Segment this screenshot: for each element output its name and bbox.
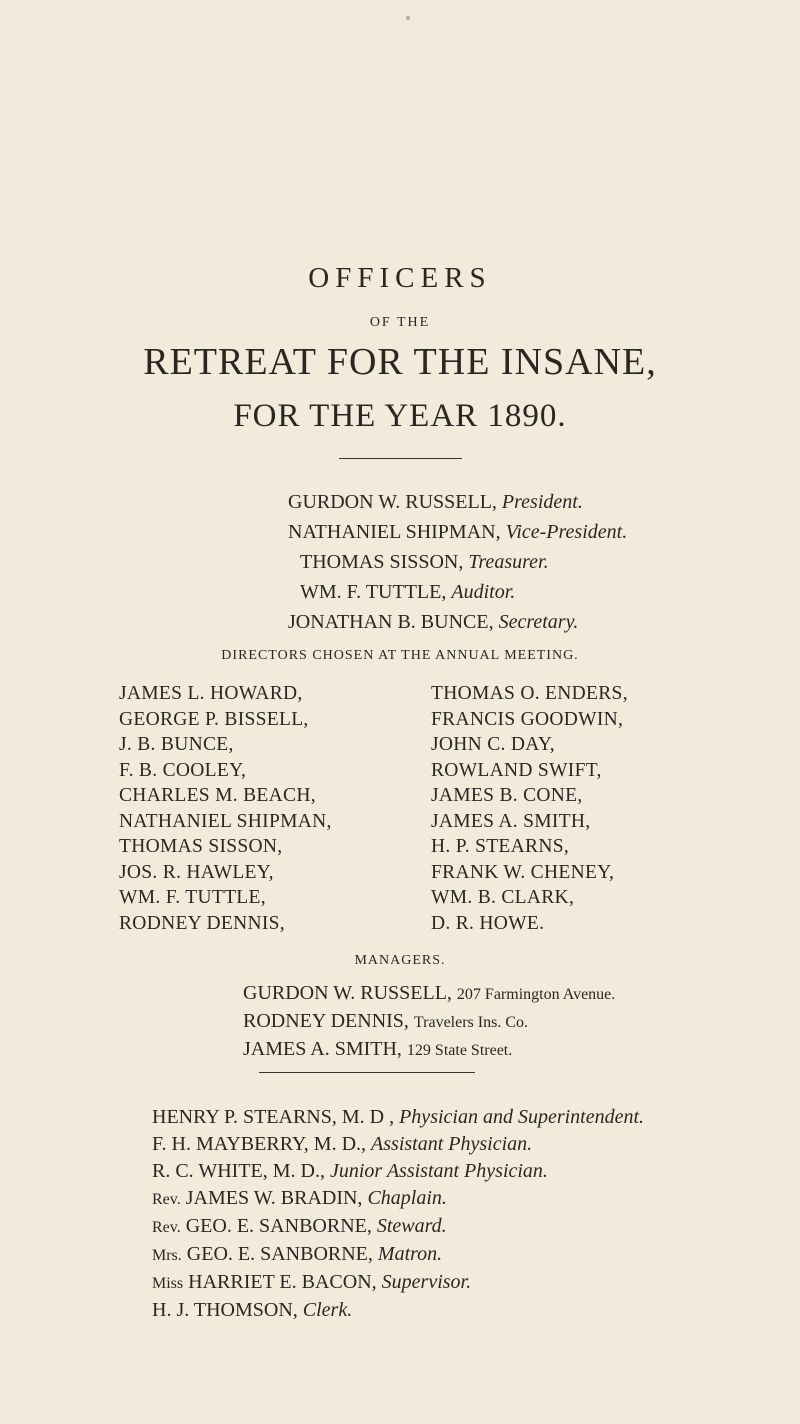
officer-name: JONATHAN B. BUNCE, xyxy=(288,611,494,633)
officer-name: THOMAS SISSON, xyxy=(300,551,464,573)
director-name: GEORGE P. BISSELL, xyxy=(119,708,309,730)
officer-name: NATHANIEL SHIPMAN, xyxy=(288,521,501,543)
staff-list xyxy=(152,1104,644,1324)
director-name: D. R. HOWE. xyxy=(431,912,545,934)
staff-title: Matron. xyxy=(377,1243,443,1265)
staff-title: Chaplain. xyxy=(367,1187,447,1209)
manager-row xyxy=(243,1036,615,1064)
staff-row xyxy=(152,1131,644,1158)
officer-title: Vice-President. xyxy=(505,521,628,543)
director-name: THOMAS SISSON, xyxy=(119,836,283,857)
staff-prefix: Rev. xyxy=(152,1219,181,1236)
staff-title: Clerk. xyxy=(302,1299,353,1321)
staff-row xyxy=(152,1213,644,1241)
directors-right-column xyxy=(431,681,628,936)
staff-row xyxy=(152,1158,644,1185)
director-name: JAMES A. SMITH, xyxy=(431,810,591,832)
manager-detail: 129 State Street. xyxy=(406,1042,513,1059)
director-name: NATHANIEL SHIPMAN, xyxy=(119,810,332,832)
managers-list xyxy=(243,980,615,1064)
manager-detail: Travelers Ins. Co. xyxy=(413,1014,528,1031)
paper-speck xyxy=(406,16,410,20)
divider-rule xyxy=(339,458,462,459)
director-name: ROWLAND SWIFT, xyxy=(431,759,602,781)
heading-year: FOR THE YEAR 1890. xyxy=(233,398,567,434)
officers-list xyxy=(288,487,627,637)
officer-name: WM. F. TUTTLE, xyxy=(300,581,447,603)
officer-row xyxy=(288,607,627,637)
staff-row xyxy=(152,1241,644,1269)
directors-heading: DIRECTORS CHOSEN AT THE ANNUAL MEETING. xyxy=(221,648,579,663)
director-name: J. B. BUNCE, xyxy=(119,734,234,755)
staff-prefix: Rev. xyxy=(152,1191,181,1208)
director-name: JOS. R. HAWLEY, xyxy=(119,861,274,883)
manager-name: GURDON W. RUSSELL, xyxy=(243,982,452,1004)
staff-row xyxy=(152,1185,644,1213)
director-name: JAMES L. HOWARD, xyxy=(119,683,303,704)
staff-prefix: Mrs. xyxy=(152,1247,182,1264)
heading-institution: RETREAT FOR THE INSANE, xyxy=(143,341,657,383)
staff-title: Steward. xyxy=(376,1215,447,1237)
director-name: F. B. COOLEY, xyxy=(119,759,247,781)
heading-of-the: OF THE xyxy=(369,315,431,330)
director-name: WM. B. CLARK, xyxy=(431,887,575,908)
manager-row xyxy=(243,1008,615,1036)
director-name: FRANCIS GOODWIN, xyxy=(431,708,624,730)
staff-title: Physician and Superintendent. xyxy=(399,1106,645,1128)
officer-row xyxy=(288,577,627,607)
staff-title: Junior Assistant Physician. xyxy=(329,1160,548,1182)
director-name: JAMES B. CONE, xyxy=(431,785,583,806)
officer-row xyxy=(288,487,627,517)
director-name: H. P. STEARNS, xyxy=(431,836,570,857)
heading-officers: OFFICERS xyxy=(308,262,492,294)
staff-title: Supervisor. xyxy=(381,1271,472,1293)
staff-prefix: Miss xyxy=(152,1275,184,1292)
officer-name: GURDON W. RUSSELL, xyxy=(288,491,497,513)
director-name: JOHN C. DAY, xyxy=(431,734,555,755)
staff-name: H. J. THOMSON, xyxy=(152,1299,298,1321)
director-name: CHARLES M. BEACH, xyxy=(119,785,316,806)
officer-title: Auditor. xyxy=(451,581,516,603)
manager-detail: 207 Farmington Avenue. xyxy=(456,986,616,1003)
officer-title: Secretary. xyxy=(498,611,579,633)
staff-row xyxy=(152,1269,644,1297)
officer-title: Treasurer. xyxy=(468,551,549,573)
staff-title: Assistant Physician. xyxy=(371,1133,533,1155)
director-name: FRANK W. CHENEY, xyxy=(431,861,615,883)
staff-name: HENRY P. STEARNS, M. D , xyxy=(152,1106,395,1128)
staff-name: GEO. E. SANBORNE, xyxy=(185,1215,372,1237)
officer-row xyxy=(288,517,627,547)
staff-name: F. H. MAYBERRY, M. D., xyxy=(152,1133,367,1155)
manager-name: JAMES A. SMITH, xyxy=(243,1038,402,1060)
managers-heading: MANAGERS. xyxy=(354,953,446,968)
officer-row xyxy=(288,547,627,577)
staff-name: R. C. WHITE, M. D., xyxy=(152,1160,325,1182)
staff-name: JAMES W. BRADIN, xyxy=(185,1187,363,1209)
staff-name: HARRIET E. BACON, xyxy=(188,1271,377,1293)
manager-row xyxy=(243,980,615,1008)
directors-left-column xyxy=(119,681,332,936)
director-name: WM. F. TUTTLE, xyxy=(119,887,266,908)
staff-row xyxy=(152,1104,644,1131)
director-name: RODNEY DENNIS, xyxy=(119,912,285,934)
officer-title: President. xyxy=(501,491,583,513)
director-name: THOMAS O. ENDERS, xyxy=(431,683,628,704)
manager-name: RODNEY DENNIS, xyxy=(243,1010,409,1032)
divider-rule xyxy=(259,1072,475,1073)
staff-name: GEO. E. SANBORNE, xyxy=(186,1243,373,1265)
staff-row xyxy=(152,1297,644,1324)
